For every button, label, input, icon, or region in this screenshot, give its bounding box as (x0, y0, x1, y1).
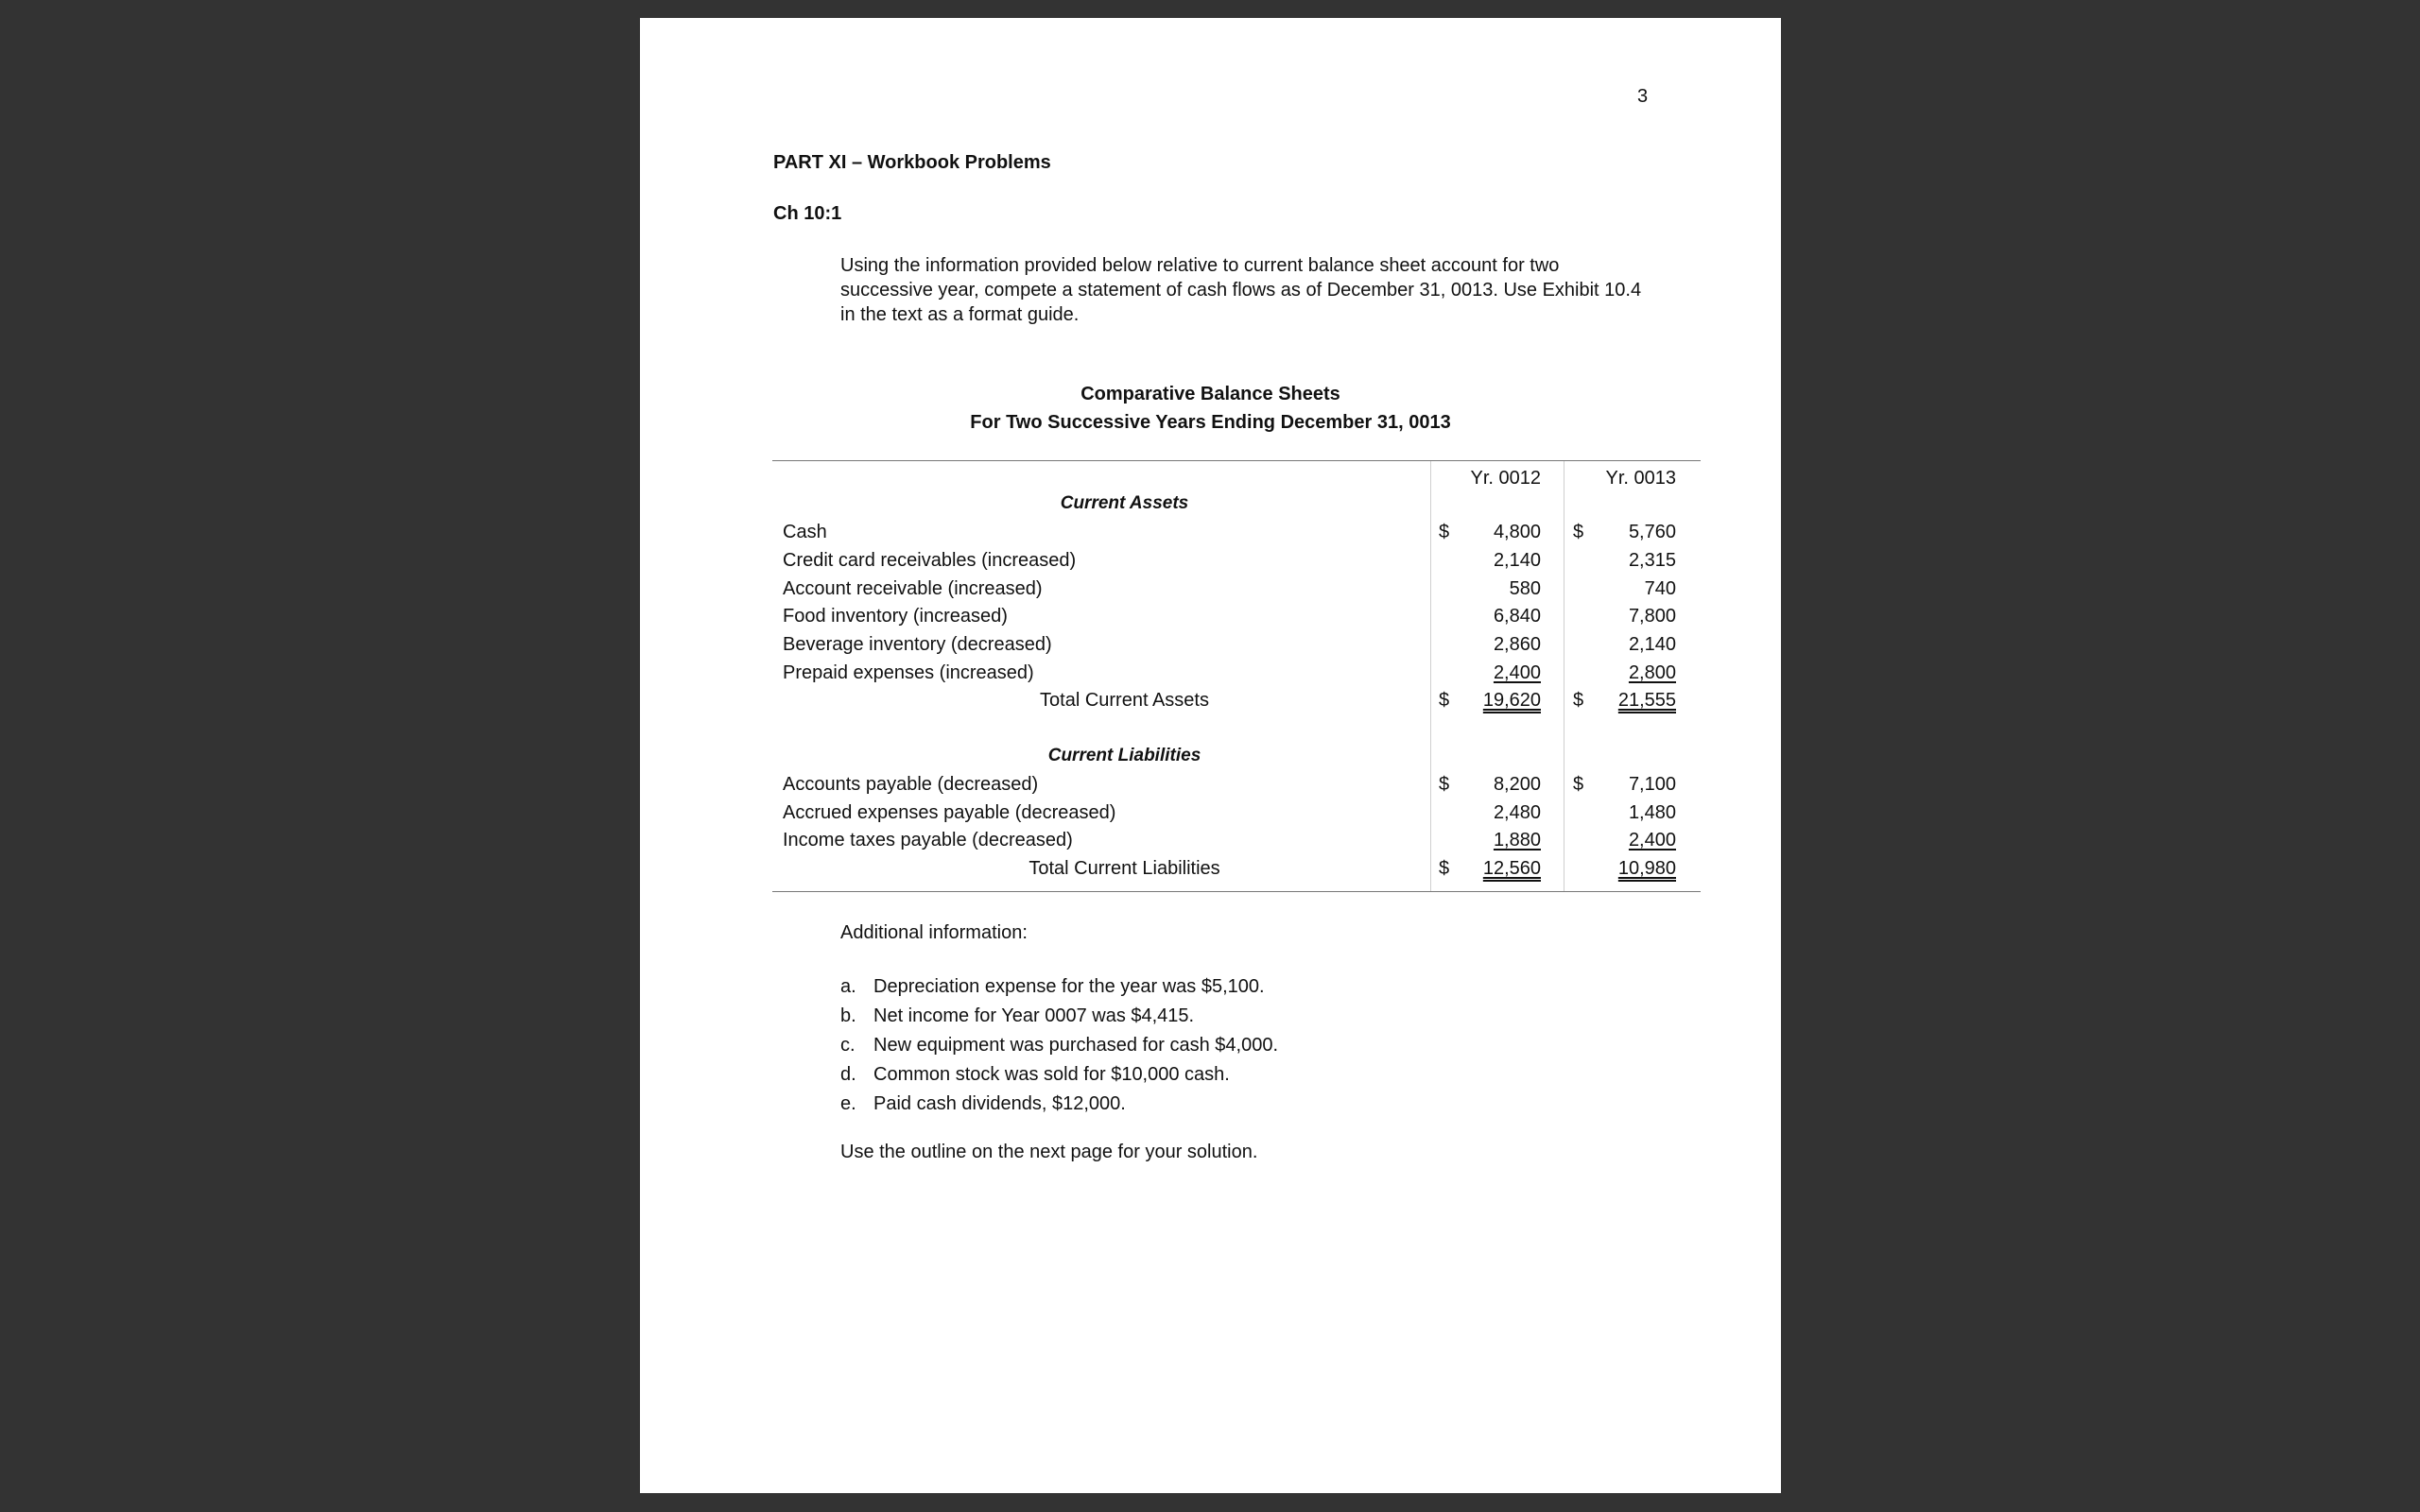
page-number: 3 (1637, 86, 1649, 107)
problem-instructions (840, 253, 1644, 327)
list-item (840, 1090, 1278, 1119)
list-item-letter: c. (840, 1035, 856, 1056)
currency-symbol: $ (1573, 690, 1584, 711)
value-yr0013: 2,315 (1628, 550, 1676, 571)
currency-symbol: $ (1439, 690, 1450, 711)
value-yr0013: 1,480 (1628, 802, 1676, 823)
list-item-text: Common stock was sold for $10,000 cash. (873, 1064, 1230, 1085)
list-item (840, 972, 1278, 1002)
instruction-line: successive year, compete a statement of cash flows as of December 31, 0013. Use Exhibit 10.4 (840, 280, 1642, 301)
row-label: Cash (783, 522, 827, 542)
list-item-letter: d. (840, 1064, 856, 1085)
value-yr0012: 8,200 (1493, 774, 1541, 795)
total-label: Total Current Liabilities (1028, 858, 1220, 879)
part-title: PART XI – Workbook Problems (773, 152, 1051, 173)
chapter-heading: Ch 10:1 (773, 203, 842, 224)
column-header-yr0012: Yr. 0012 (1470, 468, 1541, 489)
currency-symbol: $ (1573, 774, 1584, 795)
list-item-text: New equipment was purchased for cash $4,000. (873, 1035, 1279, 1056)
value-yr0012: 2,860 (1493, 634, 1541, 655)
column-header-yr0013: Yr. 0013 (1605, 468, 1676, 489)
table-top-rule (772, 460, 1701, 461)
row-label: Account receivable (increased) (783, 578, 1043, 599)
list-item-letter: e. (840, 1093, 856, 1114)
value-yr0012: 6,840 (1493, 606, 1541, 627)
row-label: Beverage inventory (decreased) (783, 634, 1052, 655)
currency-symbol: $ (1573, 522, 1584, 542)
currency-symbol: $ (1439, 858, 1450, 879)
value-yr0013: 740 (1644, 578, 1676, 599)
list-item-text: Net income for Year 0007 was $4,415. (873, 1005, 1195, 1026)
section-heading-current-liabilities: Current Liabilities (1047, 746, 1201, 765)
column-separator (1430, 461, 1431, 891)
currency-symbol: $ (1439, 774, 1450, 795)
total-yr0013: 21,555 (1617, 690, 1676, 711)
row-label: Prepaid expenses (increased) (783, 662, 1034, 683)
list-item (840, 1002, 1278, 1031)
value-yr0013: 2,400 (1628, 830, 1676, 850)
instruction-line: in the text as a format guide. (840, 304, 1080, 325)
value-yr0012: 2,140 (1493, 550, 1541, 571)
value-yr0012: 580 (1509, 578, 1541, 599)
document-page (640, 18, 1781, 1493)
list-item (840, 1031, 1278, 1060)
total-yr0012: 12,560 (1482, 858, 1541, 879)
value-yr0012: 1,880 (1493, 830, 1541, 850)
row-label: Accounts payable (decreased) (783, 774, 1039, 795)
table-subtitle: For Two Successive Years Ending December 31, 0013 (970, 412, 1451, 433)
row-label: Credit card receivables (increased) (783, 550, 1077, 571)
table-bottom-rule (772, 891, 1701, 892)
list-item-text: Paid cash dividends, $12,000. (873, 1093, 1126, 1114)
value-yr0013: 2,800 (1628, 662, 1676, 683)
list-item-text: Depreciation expense for the year was $5,100. (873, 976, 1265, 997)
total-label: Total Current Assets (1040, 690, 1209, 711)
value-yr0012: 2,480 (1493, 802, 1541, 823)
list-item-letter: b. (840, 1005, 856, 1026)
value-yr0012: 2,400 (1493, 662, 1541, 683)
table-title: Comparative Balance Sheets (1080, 384, 1340, 404)
instruction-line: Using the information provided below relative to current balance sheet account for two (840, 255, 1560, 276)
row-label: Accrued expenses payable (decreased) (783, 802, 1116, 823)
value-yr0013: 7,100 (1628, 774, 1676, 795)
value-yr0013: 7,800 (1628, 606, 1676, 627)
additional-info-heading: Additional information: (840, 922, 1028, 943)
row-label: Food inventory (increased) (783, 606, 1008, 627)
closing-instruction: Use the outline on the next page for your solution. (840, 1142, 1258, 1162)
value-yr0012: 4,800 (1493, 522, 1541, 542)
value-yr0013: 5,760 (1628, 522, 1676, 542)
total-yr0012: 19,620 (1482, 690, 1541, 711)
list-item (840, 1060, 1278, 1090)
value-yr0013: 2,140 (1628, 634, 1676, 655)
row-label: Income taxes payable (decreased) (783, 830, 1073, 850)
currency-symbol: $ (1439, 522, 1450, 542)
section-heading-current-assets: Current Assets (1060, 493, 1189, 513)
total-yr0013: 10,980 (1617, 858, 1676, 879)
additional-info-list (840, 972, 1278, 1119)
list-item-letter: a. (840, 976, 856, 997)
